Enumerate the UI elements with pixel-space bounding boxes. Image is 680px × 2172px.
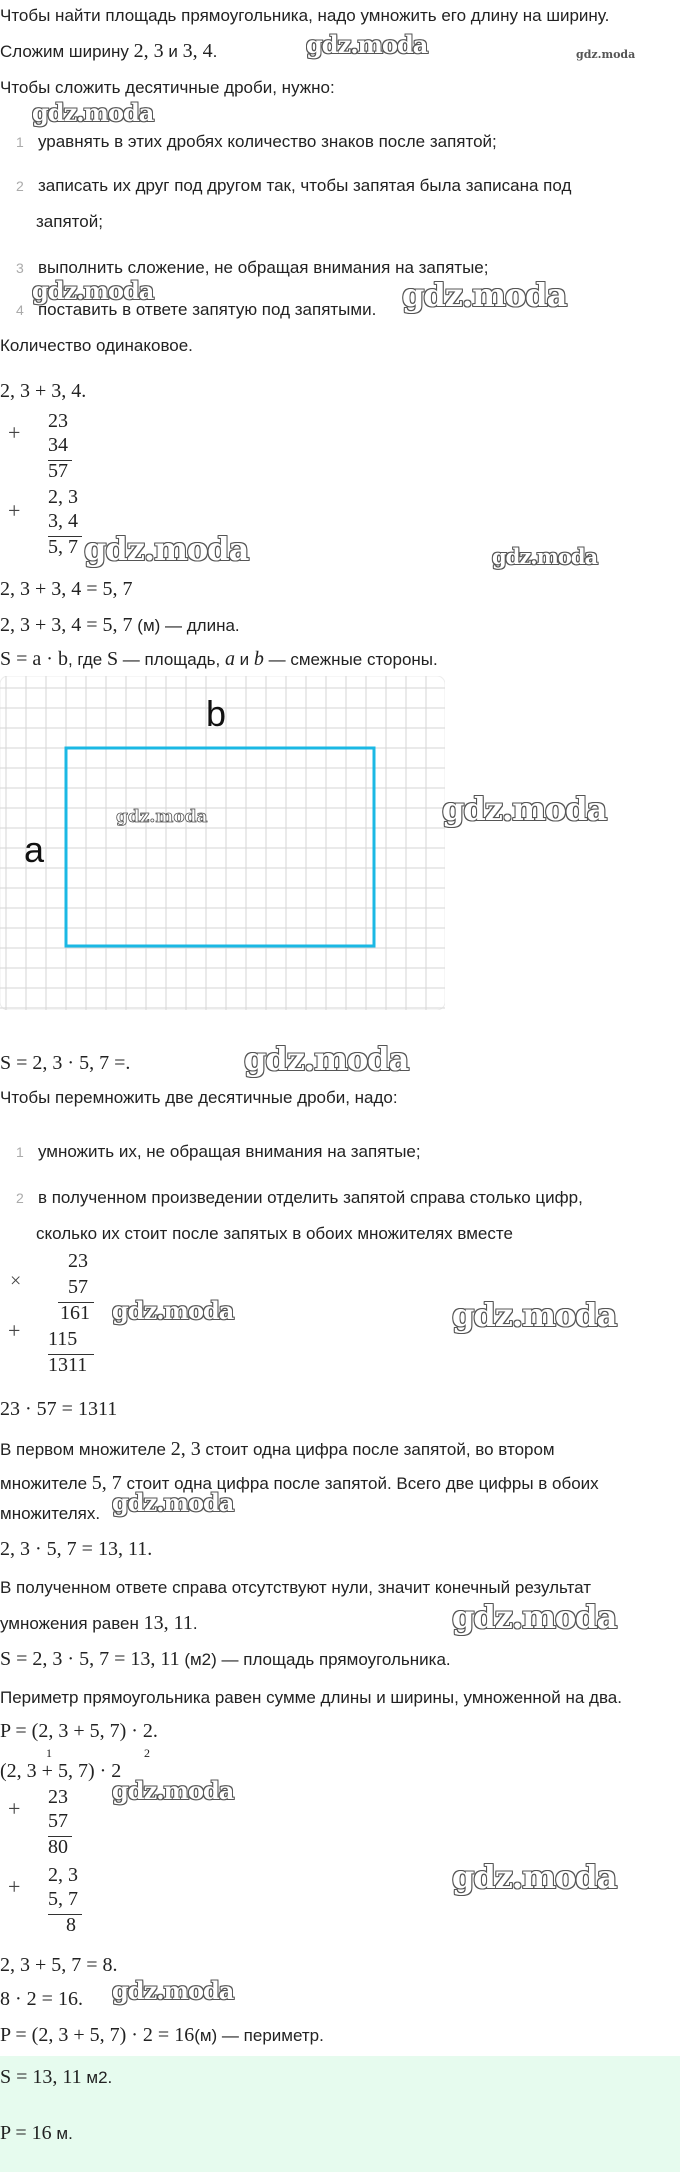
sum-result: 57 [48, 460, 68, 482]
partial-product: 115 [48, 1328, 78, 1350]
list-item: 1 уравнять в этих дробях количество знаков после запятой; [16, 132, 497, 151]
carry-digit: 2 [144, 1746, 150, 1760]
expr-sum-widths: 2, 3 + 5, 7 = 8. [0, 1954, 118, 1976]
sum-result: 5, 7 [48, 536, 78, 558]
partial-product: 161 [60, 1302, 90, 1324]
sum-line [48, 1914, 82, 1915]
expr-area: S = 2, 3 · 5, 7 =. [0, 1052, 131, 1074]
answer-perimeter: P = 16 м. [0, 2122, 73, 2144]
rectangle-figure [0, 676, 445, 1010]
list-item: 2 записать их друг под другом так, чтобы запятая была записана под [16, 176, 572, 195]
addend: 23 [48, 1786, 68, 1808]
addend: 3, 4 [48, 510, 78, 532]
watermark: gdz.moda [492, 544, 598, 569]
side-label-b: b [206, 693, 227, 734]
watermark: gdz.moda [452, 1598, 617, 1636]
addend: 2, 3 [48, 486, 78, 508]
watermark-small: gdz.moda [576, 48, 636, 61]
watermark: gdz.moda [402, 276, 567, 314]
text-no-zeros: В полученном ответе справа отсутствуют нули, значит конечный результат [0, 1578, 592, 1597]
watermark: gdz.moda [442, 790, 607, 828]
watermark: gdz.moda [112, 1488, 234, 1517]
plus-sign: + [8, 498, 21, 523]
text-decimal-digits: множителях. [0, 1504, 101, 1523]
plus-sign: + [8, 1796, 21, 1821]
text-area-result: S = 2, 3 · 5, 7 = 13, 11 (м2) — площадь прямоугольника. [0, 1648, 451, 1670]
text-width-sum: Сложим ширину 2, 3 и 3, 4. [0, 40, 218, 62]
plus-sign: + [8, 1318, 21, 1343]
side-label-a: a [24, 829, 45, 870]
plus-sign: + [8, 420, 21, 445]
watermark: gdz.moda [112, 1776, 234, 1805]
expr-perimeter: P = (2, 3 + 5, 7) · 2. [0, 1720, 158, 1742]
list-item-continuation: запятой; [36, 212, 103, 231]
list-item: 2 в полученном произведении отделить запятой справа столько цифр, [16, 1188, 583, 1207]
expr-perimeter-step: (2, 3 + 5, 7) · 2 [0, 1760, 122, 1782]
factor: 57 [68, 1276, 88, 1298]
expr-sum: 2, 3 + 3, 4. [0, 380, 87, 402]
text-perimeter-result: P = (2, 3 + 5, 7) · 2 = 16(м) — периметр. [0, 2024, 324, 2046]
watermark: gdz.moda [112, 1976, 234, 2005]
expr-product: 23 · 57 = 1311 [0, 1398, 118, 1420]
plus-sign: + [8, 1874, 21, 1899]
addend: 2, 3 [48, 1864, 78, 1886]
watermark: gdz.moda [306, 30, 428, 59]
text-addition-rule: Чтобы сложить десятичные дроби, нужно: [0, 78, 335, 97]
watermark: gdz.moda [32, 98, 154, 127]
text-no-zeros: умножения равен 13, 11. [0, 1612, 198, 1634]
list-item: 4 поставить в ответе запятую под запятыми. [16, 300, 377, 319]
sum-result: 8 [66, 1914, 76, 1936]
text-same-count: Количество одинаковое. [0, 336, 193, 355]
watermark: gdz.moda [244, 1040, 409, 1078]
answer-area: S = 13, 11 м2. [0, 2066, 113, 2088]
list-item: 3 выполнить сложение, не обращая внимания на запятые; [16, 258, 489, 277]
times-sign: × [10, 1270, 22, 1292]
sum-result: 80 [48, 1836, 68, 1858]
expr-double: 8 · 2 = 16. [0, 1988, 83, 2010]
text-perimeter-rule: Периметр прямоугольника равен сумме длины и ширины, умноженной на два. [0, 1688, 622, 1707]
text-decimal-digits: В первом множителе 2, 3 стоит одна цифра после запятой, во втором [0, 1438, 555, 1460]
text-multiplication-rule: Чтобы перемножить две десятичные дроби, надо: [0, 1088, 398, 1107]
watermark: gdz.moda [32, 276, 154, 305]
text-area-formula: S = a · b, где S — площадь, a и b — смежные стороны. [0, 648, 438, 670]
carry-digit: 1 [46, 1746, 52, 1760]
addend: 34 [48, 434, 68, 456]
watermark: gdz.moda [452, 1858, 617, 1896]
text-area-definition: Чтобы найти площадь прямоугольника, надо умножить его длину на ширину. [0, 6, 610, 25]
watermark: gdz.moda [116, 807, 208, 827]
addend: 57 [48, 1810, 68, 1832]
watermark: gdz.moda [452, 1296, 617, 1334]
watermark: gdz.moda [84, 530, 249, 568]
list-item-continuation: сколько их стоит после запятых в обоих множителях вместе [36, 1224, 513, 1243]
factor: 23 [68, 1250, 88, 1272]
expr-product-decimal: 2, 3 · 5, 7 = 13, 11. [0, 1538, 153, 1560]
text-length: 2, 3 + 3, 4 = 5, 7 (м) — длина. [0, 614, 240, 636]
product-result: 1311 [48, 1354, 88, 1376]
list-item: 1 умножить их, не обращая внимания на запятые; [16, 1142, 421, 1161]
text-decimal-digits: множителе 5, 7 стоит одна цифра после запятой. Всего две цифры в обоих [0, 1472, 599, 1494]
addend: 23 [48, 410, 68, 432]
watermark: gdz.moda [112, 1296, 234, 1325]
expr-sum-result: 2, 3 + 3, 4 = 5, 7 [0, 578, 133, 600]
addend: 5, 7 [48, 1888, 78, 1910]
